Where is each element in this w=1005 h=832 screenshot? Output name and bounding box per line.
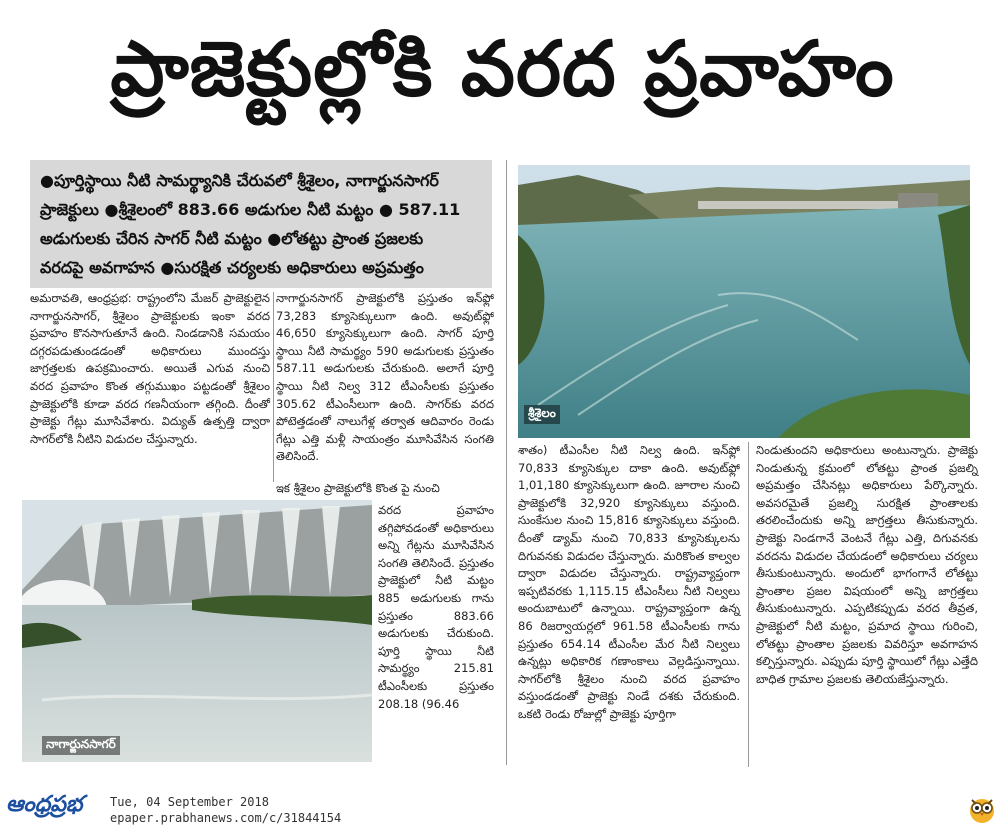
article-column-1: అమరావతి, ఆంధ్రప్రభ: రాష్ట్రంలోని మేజర్ ప్రాజెక్టులైన నాగార్జునసాగర్, శ్రీశైలం ప్రాజెక్టులకు ఇంకా వరద ప్రవాహం కొనసాగుతూనే ఉంది. నిండడానికి సమయం దగ్గరపడుతుండడంతో అధికారులు ముందస్తు జాగ్రత్తలకు ఉపక్రమించారు. అయితే ఎగువ నుంచి వరద ప్రవాహం కొంత తగ్గుముఖం పట్టడంతో శ్రీశైలం ప్రాజెక్టులోకి కూడా వరద గణనీయంగా తగ్గింది. దీంతో ప్రాజెక్టు గేట్లు మూసివేశారు. విద్యుత్ ఉత్పత్తి ద్వారా సాగర్‌లోకి నీటిని విడుదల చేస్తున్నారు. xyxy=(30,291,270,446)
footer-info xyxy=(110,794,341,826)
summary-line: అడుగులకు చేరిన సాగర్ నీటి మట్టం ●లోతట్టు ప్రాంత ప్రజలకు xyxy=(40,229,424,248)
article-column-2-continued: వరద ప్రవాహం తగ్గిపోవడంతో అధికారులు అన్ని గేట్లను మూసివేసిన సంగతి తెలిసిందే. ప్రస్తుతం ప్రాజెక్టులో నీటి మట్టం 885 అడుగులకు గాను ప్రస్తుతం 883.66 అడుగులకు చేరుకుంది. పూర్తి స్థాయి నీటి సామర్థ్యం 215.81 టీఎంసీలకు ప్రస్తుతం 208.18 (96.46 xyxy=(378,503,494,711)
column-divider xyxy=(273,292,274,482)
srisailam-caption: శ్రీశైలం xyxy=(524,405,560,424)
column-divider xyxy=(748,442,749,767)
footer xyxy=(0,790,1005,832)
srisailam-photo xyxy=(518,165,970,438)
epaper-url[interactable]: epaper.prabhanews.com/c/31844154 xyxy=(110,811,342,825)
article-column-2-lead: ఇక శ్రీశైలం ప్రాజెక్టులోకి కొంత పై నుంచి xyxy=(276,481,440,495)
owl-icon xyxy=(968,794,996,828)
summary-line: ●పూర్తిస్థాయి నీటి సామర్థ్యానికి చేరువలో శ్రీశైలం, నాగార్జునసాగర్ xyxy=(40,171,439,190)
sagar-photo xyxy=(22,500,372,762)
column-divider xyxy=(506,160,507,765)
sagar-caption: నాగార్జునసాగర్ xyxy=(42,736,120,755)
article-column-4: నిండుతుందని అధికారులు అంటున్నారు. ప్రాజెక్టు నిండుతున్న క్రమంలో లోతట్టు ప్రాంత ప్రజల్ని అప్రమత్తం చేసినట్లు అధికారులు పేర్కొన్నారు. అవసరమైతే ప్రజల్ని సురక్షిత ప్రాంతాలకు తరలించేందుకు అన్ని జాగ్రత్తలు తీసుకున్నారు. ప్రాజెక్టు నిండగానే వెంటనే గేట్లు ఎత్తి, దిగువనకు వరదను విడుదల చేయడంలో అధికారులు చర్యలు తీసుకుంటున్నారు. అందులో భాగంగానే లోతట్టు ప్రాంతాల ప్రజల విషయంలో అన్ని జాగ్రత్తలు తీసుకుంటున్నారు. ఎప్పటికప్పుడు వరద తీవ్రత, ప్రాజెక్టులో నీటి మట్టం, ప్రమాద స్థాయి గురించి, లోతట్టు ప్రాంతాల ప్రజలకు వివరిస్తూ అవగాహన కల్పిస్తున్నారు. ఎప్పుడు పూర్తి స్థాయిలో గేట్లు ఎత్తేది బాధిత గ్రామాల ప్రజలకు తెలియజేస్తున్నారు. xyxy=(756,443,978,686)
issue-date: Tue, 04 September 2018 xyxy=(110,795,269,809)
summary-line: వరదపై అవగాహన ●సురక్షిత చర్యలకు అధికారులు అప్రమత్తం xyxy=(40,258,424,277)
summary-box xyxy=(30,160,492,288)
headline: ప్రాజెక్టుల్లోకి వరద ప్రవాహం xyxy=(110,24,895,113)
article-column-3: శాతం) టీఎంసీల నీటి నిల్వ ఉంది. ఇన్‌ఫ్లో 70,833 క్యూసెక్కుల దాకా ఉంది. అవుట్‌ఫ్లో 1,01,180 క్యూసెక్కులుగా ఉంది. జూరాల నుంచి ప్రాజెక్టులోకి 32,920 క్యూసెక్కులు వస్తుంది. సుంకేసుల నుంచి 15,816 క్యూసెక్కులు వస్తుంది. దీంతో డ్యామ్ నుంచి 70,833 క్యూసెక్కులను దిగువనకు విడుదల చేస్తున్నారు. మరికొంత కాల్వల ద్వారా విడుదల చేస్తున్నారు. రాష్ట్రవ్యాప్తంగా ఇప్పటివరకు 1,115.15 టీఎంసీలు నీటి నిల్వలు అందుబాటులో ఉన్నాయి. రాష్ట్రవ్యాప్తంగా ఉన్న 86 రిజర్వాయర్లలో 961.58 టీఎంసీలకు గాను ప్రస్తుతం 654.14 టీఎంసీల మేర నీటి నిల్వలు ఉన్నట్లు అధికారిక గణాంకాలు వెల్లడిస్తున్నాయి. సాగర్‌లోకి శ్రీశైలం నుంచి వరద ప్రవాహం వస్తుండడంతో ప్రాజెక్టు నిండే దశకు చేరుకుంది. ఒకటి రెండు రోజుల్లో ప్రాజెక్టు పూర్తిగా xyxy=(518,443,740,721)
newspaper-logo: ఆంధ్రప్రభ xyxy=(6,792,83,817)
article-column-2: నాగార్జునసాగర్ ప్రాజెక్టులోకి ప్రస్తుతం ఇన్‌ఫ్లో 73,283 క్యూసెక్కులుగా ఉంది. అవుట్‌ఫ్లో 46,650 క్యూసెక్కులుగా ఉంది. సాగర్ పూర్తి స్థాయి నీటి సామర్థ్యం 590 అడుగులకు ప్రస్తుతం 587.11 అడుగులకు చేరుకుంది. అలాగే పూర్తి స్థాయి నీటి నిల్వ 312 టీఎంసీలకు ప్రస్తుతం 305.62 టీఎంసీలుగా ఉంది. సాగర్‌కు వరద పోటెత్తడంతో నాలుగేళ్ల తర్వాత ఆదివారం రెండు గేట్లు ఎత్తి మళ్లీ సాయంత్రం మూసివేసిన సంగతి తెలిసిందే. xyxy=(276,291,494,464)
summary-line: ప్రాజెక్టులు ●శ్రీశైలంలో 883.66 అడుగుల నీటి మట్టం ● 587.11 xyxy=(40,200,461,219)
